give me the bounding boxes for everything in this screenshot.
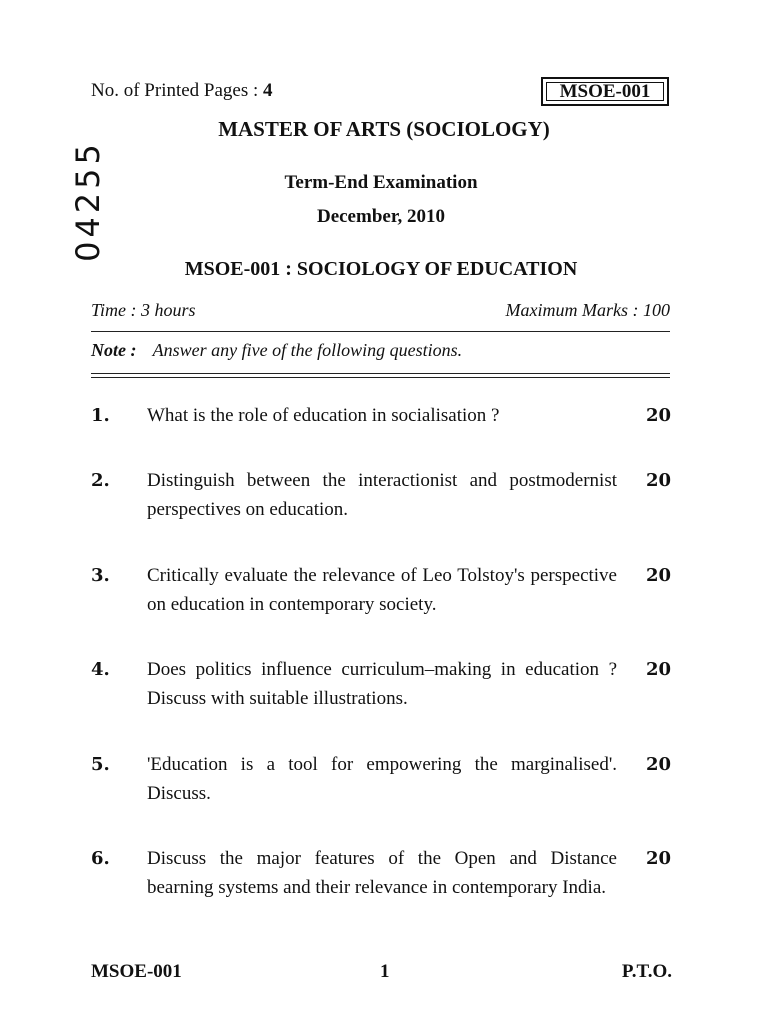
question-marks: 20 bbox=[646, 659, 672, 680]
question-number: 3. bbox=[91, 565, 110, 586]
question-number: 1. bbox=[91, 405, 110, 426]
page-number: 1 bbox=[380, 961, 390, 982]
course-title: MSOE-001 : SOCIOLOGY OF EDUCATION bbox=[184, 258, 578, 280]
question-marks: 20 bbox=[646, 848, 672, 869]
question-marks: 20 bbox=[646, 470, 672, 491]
printed-pages-line bbox=[91, 80, 273, 102]
question-number: 5. bbox=[91, 754, 110, 775]
question-text: What is the role of education in socialisation ? bbox=[147, 405, 500, 426]
printed-pages-count: 4 bbox=[263, 80, 273, 101]
note-label: Note : bbox=[91, 340, 137, 360]
course-code-box bbox=[541, 77, 669, 106]
question-text: 'Education is a tool for empowering the marginalised'. Discuss. bbox=[147, 754, 617, 804]
question-text: Critically evaluate the relevance of Leo Tolstoy's perspective on education in contemporary society. bbox=[147, 565, 617, 615]
exam-title: Term-End Examination bbox=[284, 172, 478, 193]
question-marks: 20 bbox=[646, 405, 672, 426]
question-text: Does politics influence curriculum–making in education ? Discuss with suitable illustrations. bbox=[147, 659, 617, 709]
degree-title: MASTER OF ARTS (SOCIOLOGY) bbox=[218, 117, 550, 141]
note-text: Answer any five of the following questions. bbox=[152, 340, 463, 360]
divider bbox=[91, 331, 670, 332]
instructions-note bbox=[91, 340, 462, 361]
question-marks: 20 bbox=[646, 754, 672, 775]
footer-course-code: MSOE-001 bbox=[91, 961, 182, 982]
question-number: 6. bbox=[91, 848, 110, 869]
divider bbox=[91, 377, 670, 378]
question-text: Distinguish between the interactionist and postmodernist perspectives on education. bbox=[147, 470, 617, 520]
question-marks: 20 bbox=[646, 565, 672, 586]
question-text: Discuss the major features of the Open and Distance bearning systems and their relevance in contemporary India. bbox=[147, 848, 617, 898]
maximum-marks: Maximum Marks : 100 bbox=[505, 300, 670, 320]
time-allowed: Time : 3 hours bbox=[91, 300, 196, 320]
serial-number: 04255 bbox=[69, 140, 107, 262]
please-turn-over: P.T.O. bbox=[621, 961, 672, 982]
divider bbox=[91, 373, 670, 374]
question-number: 2. bbox=[91, 470, 110, 491]
course-code: MSOE-001 bbox=[559, 80, 651, 102]
exam-date: December, 2010 bbox=[316, 206, 446, 227]
question-number: 4. bbox=[91, 659, 110, 680]
printed-pages-label: No. of Printed Pages : bbox=[91, 80, 259, 101]
